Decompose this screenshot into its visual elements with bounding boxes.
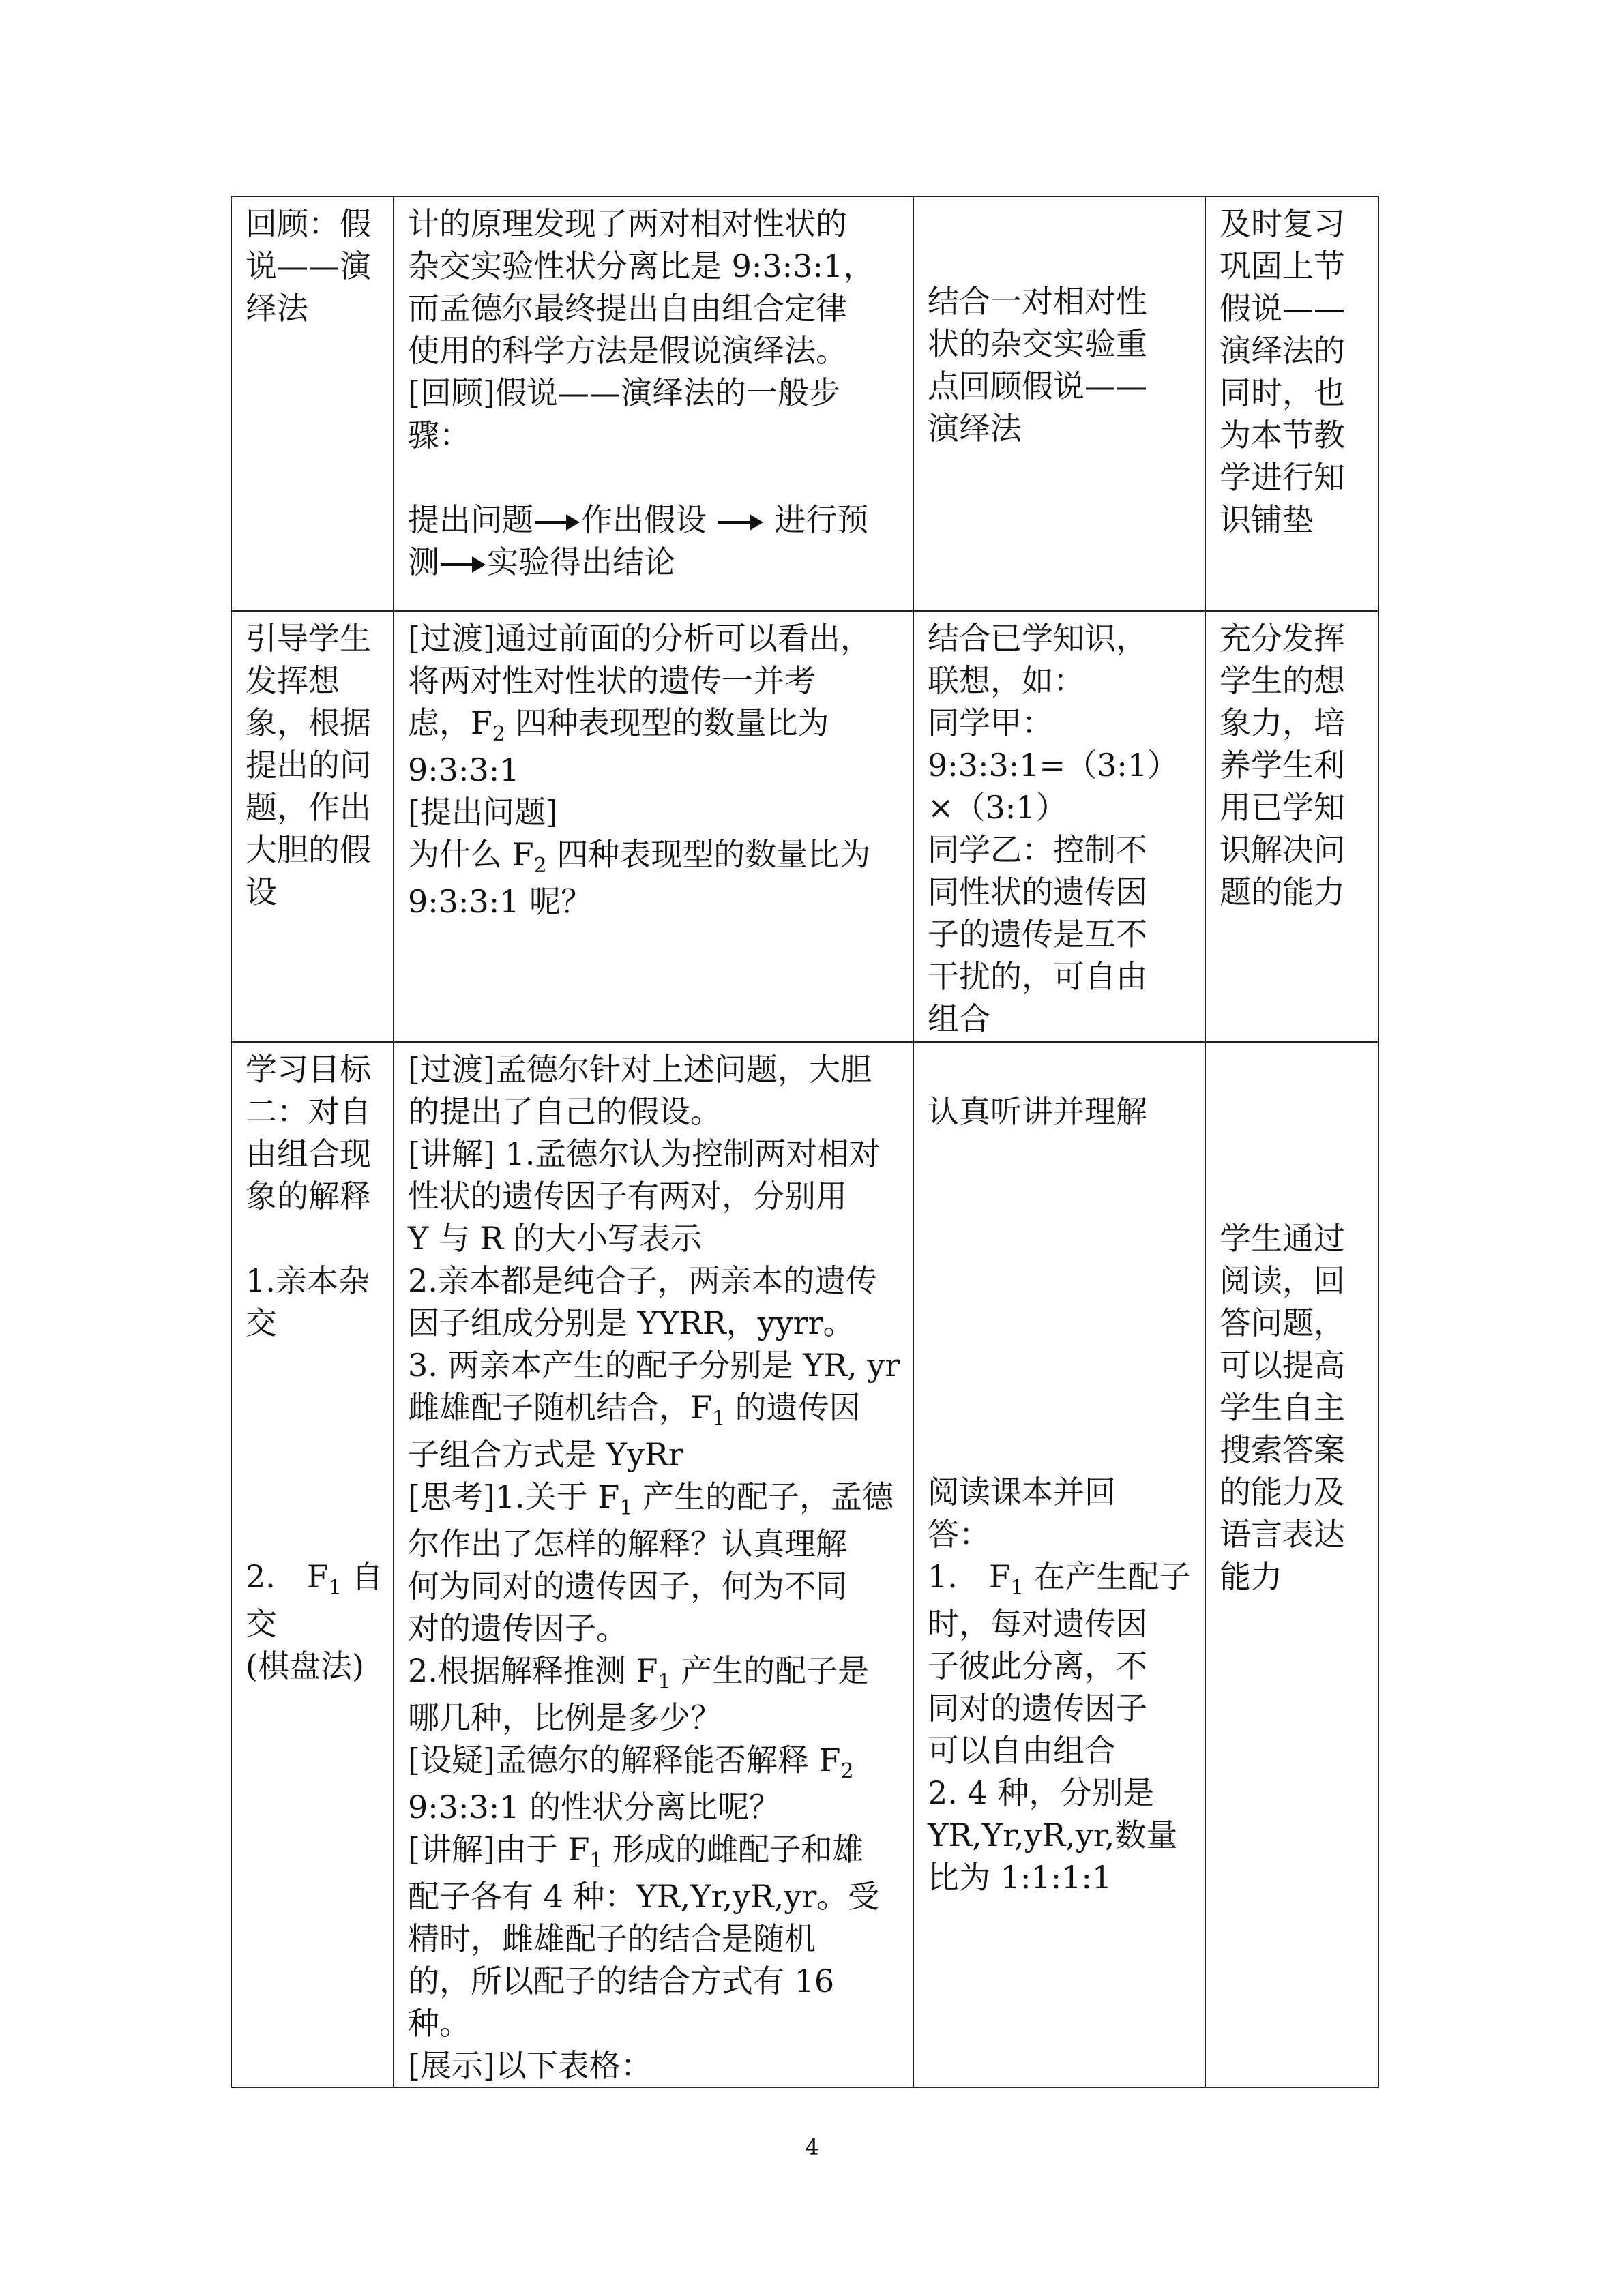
cell-text: 结合一对相对性 [928, 283, 1147, 320]
cell-text: 组合 [928, 1000, 990, 1037]
cell-text: 对的遗传因子。 [408, 1610, 628, 1647]
cell-text: 及时复习 [1220, 205, 1345, 242]
arrow-right-icon [533, 512, 581, 533]
cell-text: 回顾：假 [246, 205, 371, 242]
stage-cell [231, 196, 394, 611]
cell-text: 3. 两亲本产生的配子分别是 YR, yr [408, 1347, 900, 1384]
cell-text: 假说—— [1220, 290, 1345, 327]
cell-text: 结合已学知识， [928, 620, 1147, 657]
cell-text: 说——演 [246, 248, 371, 284]
cell-text: 9:3:3:1=（3:1） [928, 747, 1179, 784]
cell-text: 子组合方式是 YyRr [408, 1436, 683, 1473]
page-number: 4 [805, 2134, 819, 2160]
cell-text: 同时，也 [1220, 374, 1345, 411]
cell-text: [讲解]由于 $F_1$ 形成的雌配子和雄 [408, 1831, 864, 1873]
step-text: 实验得出结论 [487, 543, 675, 580]
cell-text: 性状的遗传因子有两对，分别用 [408, 1178, 847, 1214]
cell-text: 时，每对遗传因 [928, 1605, 1147, 1642]
cell-text: 搜索答案 [1220, 1431, 1345, 1468]
cell-text: [设疑]孟德尔的解释能否解释 $F_2$ [408, 1742, 854, 1783]
cell-text: 点回顾假说—— [928, 368, 1147, 404]
cell-text: [展示]以下表格： [408, 2047, 652, 2084]
cell-text: 同学甲： [928, 704, 1053, 741]
cell-text: 学生的想 [1220, 662, 1345, 699]
cell-text: 提出的问 [246, 747, 371, 784]
teacher-activity-cell [394, 1042, 913, 2087]
teacher-activity-cell [394, 196, 913, 611]
cell-text: 将两对性对性状的遗传一并考 [408, 662, 816, 699]
cell-text: 虑，$F_2$ 四种表现型的数量比为 [408, 704, 829, 746]
cell-text: 演绎法的 [1220, 332, 1345, 369]
cell-text: 由组合现 [246, 1135, 371, 1172]
lesson-plan-table [231, 196, 1379, 2088]
step-text: 进行预 [774, 501, 869, 538]
cell-text: 子的遗传是互不 [928, 916, 1147, 953]
cell-text: 9:3:3:1 [408, 751, 520, 788]
cell-text: 精时，雌雄配子的结合是随机 [408, 1920, 816, 1957]
arrow-right-icon [717, 512, 765, 533]
stage-cell [231, 611, 394, 1042]
cell-text: 为本节教 [1220, 417, 1345, 453]
cell-text: 答问题， [1220, 1304, 1345, 1341]
cell-text: 1. $F_1$ 在产生配子 [928, 1558, 1191, 1600]
cell-text: ×（3:1） [928, 789, 1067, 826]
step-text: 测 [408, 543, 439, 580]
arrow-right-icon [439, 554, 487, 575]
method-steps-flow [408, 541, 899, 583]
cell-text: 的能力及 [1220, 1474, 1345, 1510]
cell-text: 题，作出 [246, 789, 371, 826]
cell-text: 为什么 $F_2$ 四种表现型的数量比为 [408, 836, 871, 878]
cell-text: 大胆的假 [246, 831, 371, 868]
cell-text: 子彼此分离，不 [928, 1648, 1147, 1684]
cell-text: [思考]1.关于 $F_1$ 产生的配子，孟德 [408, 1478, 894, 1520]
cell-text: 学进行知 [1220, 459, 1345, 496]
cell-text: 尔作出了怎样的解释？认真理解 [408, 1525, 847, 1562]
table-row [231, 196, 1378, 611]
cell-text: 发挥想 [246, 662, 340, 699]
cell-text: 学生通过 [1220, 1220, 1345, 1257]
cell-text: 骤： [408, 417, 471, 453]
step-text: 提出问题 [408, 501, 533, 538]
design-intent-cell [1205, 1042, 1378, 2087]
cell-text: 识解决问 [1220, 831, 1345, 868]
cell-text: 配子各有 4 种：YR,Yr,yR,yr。受 [408, 1878, 880, 1915]
cell-text: [回顾]假说——演绎法的一般步 [408, 374, 840, 411]
cell-text: 可以提高 [1220, 1347, 1345, 1384]
cell-text: 2. 4 种，分别是 [928, 1774, 1155, 1811]
cell-text: 绎法 [246, 290, 308, 327]
cell-text: 可以自由组合 [928, 1732, 1116, 1769]
cell-text: 联想，如： [928, 662, 1084, 699]
cell-text: [过渡]孟德尔针对上述问题，大胆 [408, 1051, 872, 1088]
student-activity-cell [913, 1042, 1205, 2087]
cell-text: 学习目标 [246, 1051, 371, 1088]
cell-text: 认真听讲并理解 [928, 1093, 1147, 1130]
cell-text: 象的解释 [246, 1178, 371, 1214]
cell-text: 同性状的遗传因 [928, 874, 1147, 910]
step-text: 作出假设 [581, 501, 707, 538]
cell-text: 阅读，回 [1220, 1262, 1345, 1299]
cell-text: 干扰的，可自由 [928, 958, 1147, 995]
cell-text: 阅读课本并回 [928, 1474, 1116, 1510]
cell-text: 状的杂交实验重 [928, 325, 1147, 362]
cell-text: (棋盘法) [246, 1648, 364, 1684]
teacher-activity-cell [394, 611, 913, 1042]
cell-text: 设 [246, 874, 277, 910]
table-row [231, 611, 1378, 1042]
cell-text: 9:3:3:1 呢？ [408, 883, 593, 920]
cell-text: 计的原理发现了两对相对性状的 [408, 205, 847, 242]
student-activity-cell [913, 611, 1205, 1042]
cell-text: 使用的科学方法是假说演绎法。 [408, 332, 847, 369]
cell-text: 语言表达 [1220, 1516, 1345, 1553]
cell-text: 演绎法 [928, 410, 1022, 447]
cell-text: 学生自主 [1220, 1389, 1345, 1426]
cell-text: 因子组成分别是 YYRR，yyrr。 [408, 1304, 855, 1341]
cell-text: 2.亲本都是纯合子，两亲本的遗传 [408, 1262, 877, 1299]
cell-text: 哪几种，比例是多少？ [408, 1699, 722, 1736]
cell-text: 9:3:3:1 的性状分离比呢？ [408, 1789, 781, 1825]
cell-text: 养学生利 [1220, 747, 1345, 784]
cell-text: 2. $F_1$ 自 [246, 1558, 383, 1600]
cell-text: 巩固上节 [1220, 248, 1345, 284]
cell-text: 种。 [408, 2005, 471, 2042]
cell-text: 识铺垫 [1220, 501, 1314, 538]
design-intent-cell [1205, 196, 1378, 611]
cell-text: Y 与 R 的大小写表示 [408, 1220, 702, 1257]
cell-text: [讲解] 1.孟德尔认为控制两对相对 [408, 1135, 881, 1172]
cell-text: 何为同对的遗传因子，何为不同 [408, 1568, 847, 1605]
cell-text: 充分发挥 [1220, 620, 1345, 657]
cell-text: 的提出了自己的假设。 [408, 1093, 722, 1130]
cell-text: 同对的遗传因子 [928, 1690, 1147, 1727]
cell-text: 杂交实验性状分离比是 9:3:3:1， [408, 248, 875, 284]
table-row [231, 1042, 1378, 2087]
cell-text: YR,Yr,yR,yr,数量 [928, 1817, 1178, 1853]
cell-text: [提出问题] [408, 794, 558, 831]
cell-text: 象，根据 [246, 704, 371, 741]
cell-text: 答： [928, 1516, 990, 1553]
cell-text: 引导学生 [246, 620, 371, 657]
method-steps-flow [408, 498, 899, 541]
cell-text: 用已学知 [1220, 789, 1345, 826]
cell-text: 1.亲本杂 [246, 1262, 370, 1299]
stage-cell [231, 1042, 394, 2087]
cell-text: 而孟德尔最终提出自由组合定律 [408, 290, 847, 327]
cell-text: 交 [246, 1304, 277, 1341]
design-intent-cell [1205, 611, 1378, 1042]
student-activity-cell [913, 196, 1205, 611]
cell-text: [过渡]通过前面的分析可以看出， [408, 620, 872, 657]
cell-text: 象力，培 [1220, 704, 1345, 741]
cell-text: 交 [246, 1605, 277, 1642]
cell-text: 雌雄配子随机结合，$F_1$ 的遗传因 [408, 1389, 861, 1431]
cell-text: 同学乙：控制不 [928, 831, 1147, 868]
cell-text: 的，所以配子的结合方式有 16 [408, 1963, 835, 1999]
cell-text: 题的能力 [1220, 874, 1345, 910]
cell-text: 能力 [1220, 1558, 1282, 1595]
cell-text: 2.根据解释推测 $F_1$ 产生的配子是 [408, 1652, 870, 1694]
cell-text: 比为 1:1:1:1 [928, 1859, 1112, 1896]
cell-text: 二：对自 [246, 1093, 371, 1130]
